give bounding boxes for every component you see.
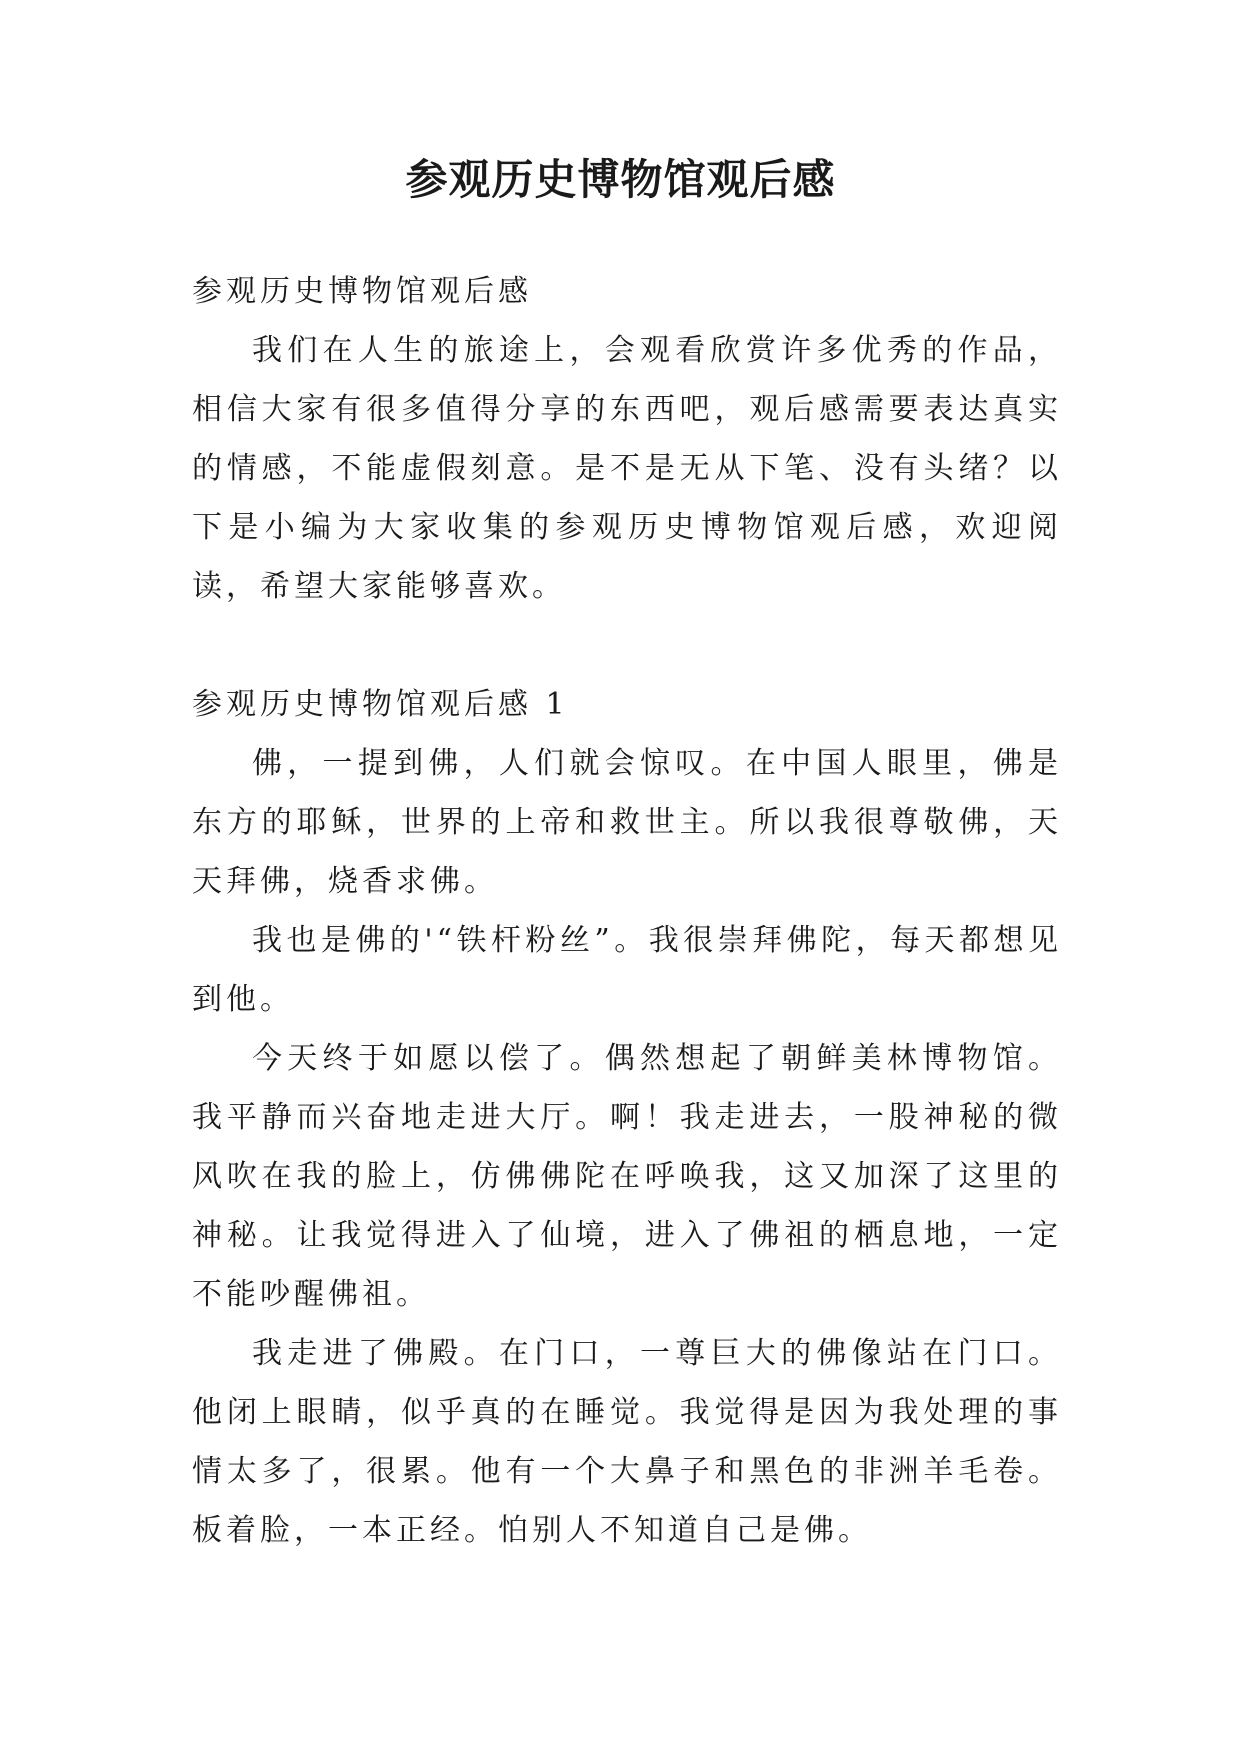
document-body — [192, 262, 1062, 1560]
intro-paragraph: 我们在人生的旅途上，会观看欣赏许多优秀的作品，相信大家有很多值得分享的东西吧，观后感需要表达真实的情感，不能虚假刻意。是不是无从下笔、没有头绪？以下是小编为大家收集的参观历史博物馆观后感，欢迎阅读，希望大家能够喜欢。 — [192, 333, 1062, 604]
section-1-paragraph-2: 我也是佛的'“铁杆粉丝”。我很崇拜佛陀，每天都想见到他。 — [192, 923, 1062, 1017]
intro-heading: 参观历史博物馆观后感 — [192, 274, 532, 309]
section-1-paragraph-4: 我走进了佛殿。在门口，一尊巨大的佛像站在门口。他闭上眼睛，似乎真的在睡觉。我觉得是因为我处理的事情太多了，很累。他有一个大鼻子和黑色的非洲羊毛卷。板着脸，一本正经。怕别人不知道自己是佛。 — [192, 1336, 1062, 1548]
document-title: 参观历史博物馆观后感 — [405, 155, 836, 204]
section-1-paragraph-1: 佛，一提到佛，人们就会惊叹。在中国人眼里，佛是东方的耶稣，世界的上帝和救世主。所以我很尊敬佛，天天拜佛，烧香求佛。 — [192, 746, 1062, 899]
section-1-paragraph-3: 今天终于如愿以偿了。偶然想起了朝鲜美林博物馆。我平静而兴奋地走进大厅。啊！我走进去，一股神秘的微风吹在我的脸上，仿佛佛陀在呼唤我，这又加深了这里的神秘。让我觉得进入了仙境，进入了佛祖的栖息地，一定不能吵醒佛祖。 — [192, 1041, 1062, 1312]
section-1-heading: 参观历史博物馆观后感 1 — [192, 687, 569, 722]
